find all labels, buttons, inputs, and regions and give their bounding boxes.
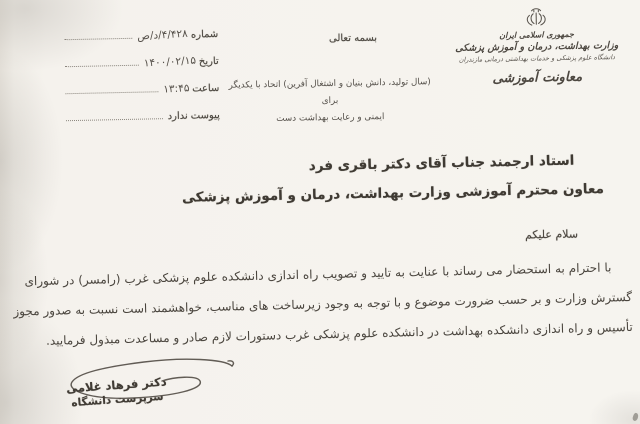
meta-row-date	[63, 51, 219, 70]
dotted-leader	[65, 91, 158, 94]
besmellah-text: بسمه تعالی	[328, 32, 378, 45]
letterhead-department: معاونت آموزشی	[492, 69, 583, 87]
year-slogan	[222, 74, 439, 129]
time-label: ساعت	[192, 82, 220, 95]
signer-name: دکتر فرهاد غلامی	[65, 374, 168, 396]
meta-row-attachment	[64, 105, 220, 124]
date-value-handwritten: ۱۴۰۰/۰۲/۱۵	[143, 54, 197, 70]
dotted-leader	[66, 118, 163, 121]
body-line-3: تأسیس و راه اندازی دانشکده بهداشت در دانشکده علوم پزشکی غرب دستورات لازم صادر و مساعدت مبذول فرمایید.	[45, 319, 633, 348]
body-line-1: با احترام به استحضار می رساند با عنایت به تایید و تصویب راه اندازی دانشکده علوم پزشکی غرب (رامسر) در شورای	[24, 260, 612, 289]
signer-title: سرپرست دانشگاه	[71, 390, 164, 410]
dotted-leader	[64, 38, 132, 40]
dotted-leader	[65, 65, 139, 68]
time-value-handwritten: ۱۳:۴۵	[162, 82, 190, 96]
meta-row-number	[62, 24, 218, 43]
letter-meta-block	[62, 24, 220, 135]
letterhead-ministry: وزارت بهداشت، درمان و آموزش پزشکی	[455, 40, 619, 54]
body-line-2: گسترش وزارت و بر حسب ضرورت موضوع و با توجه به وجود زیرساخت های مناسب، خواهشمند است نسبت به صدور مجوز	[13, 289, 633, 319]
attachment-label: پیوست	[190, 109, 221, 122]
date-label: تاریخ	[198, 55, 219, 68]
number-value-handwritten: ۴/۴۲۸/د/ص	[137, 27, 189, 43]
meta-row-time	[63, 78, 219, 97]
letter-body	[13, 252, 633, 356]
iran-emblem-icon	[521, 6, 551, 29]
recipient-name: استاد ارجمند جناب آقای دکتر باقری فرد	[308, 152, 575, 175]
letterhead-country: جمهوری اسلامی ایران	[499, 28, 574, 41]
recipient-title: معاون محترم آموزشی وزارت بهداشت، درمان و آموزش پزشکی	[181, 180, 605, 206]
number-label: شماره	[190, 28, 219, 41]
letterhead-block	[450, 5, 623, 87]
attachment-value: ندارد	[167, 110, 188, 123]
letterhead-university: دانشگاه علوم پزشکی و خدمات بهداشتی درمانی مازندران	[458, 53, 616, 64]
scan-speck-artifact	[632, 412, 639, 421]
slogan-line-2: ایمنی و رعایت بهداشت دست	[276, 112, 385, 124]
recipient-block	[181, 146, 604, 213]
slogan-line-1: (سال تولید، دانش بنیان و اشتغال آفرین) اتحاد با یکدیگر برای	[228, 77, 431, 107]
salutation-text: سلام علیکم	[524, 227, 579, 242]
